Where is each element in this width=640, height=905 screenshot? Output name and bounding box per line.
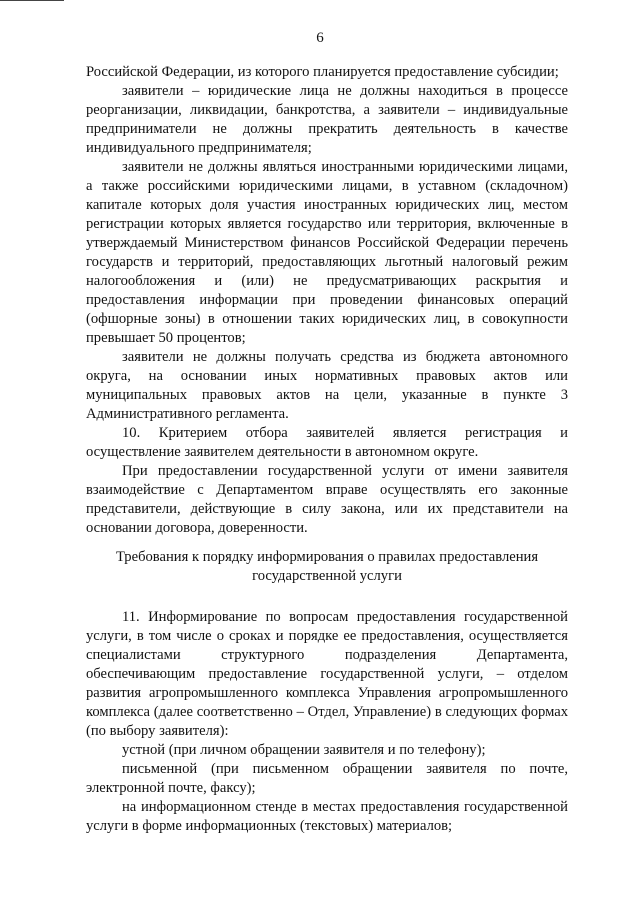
section-heading-line-2: государственной услуги [252, 568, 402, 584]
paragraph-subsidy-source: Российской Федерации, из которого планируется предоставление субсидии; [86, 64, 559, 80]
document-body [86, 63, 568, 836]
paragraph-representatives: При предоставлении государственной услуги от имени заявителя взаимодействие с Департаментом вправе осуществлять его законные представители, действующие в силу закона, или их представители на основании договора, доверенности. [86, 463, 568, 536]
section-heading-line-1: Требования к порядку информирования о правилах предоставления [115, 549, 539, 565]
paragraph-budget-funds: заявители не должны получать средства из бюджета автономного округа, на основании иных нормативных правовых актов или муниципальных правовых актов на цели, указанные в пункте 3 Административного регламента. [86, 349, 568, 422]
paragraph-informing: 11. Информирование по вопросам предоставления государственной услуги, в том числе о сроках и порядке ее предоставления, осуществляется специалистами структурного подразделения Департамента, обеспечивающим предоставление государственной услуги, – отделом развития агропромышленного комплекса Управления агропромышленного комплекса (далее соответственно – Отдел, Управление) в следующих формах (по выбору заявителя): [86, 609, 568, 739]
paragraph-selection-criterion: 10. Критерием отбора заявителей является регистрация и осуществление заявителем деятельности в автономном округе. [86, 425, 568, 460]
top-rule [0, 0, 64, 1]
paragraph-reorganization: заявители – юридические лица не должны находиться в процессе реорганизации, ликвидации, банкротства, а заявители – индивидуальные предприниматели не должны прекратить деятельность в качестве индивидуального предпринимателя; [86, 83, 568, 156]
paragraph-written-form: письменной (при письменном обращении заявителя по почте, электронной почте, факсу); [86, 761, 568, 796]
section-heading [106, 548, 548, 586]
paragraph-oral-form: устной (при личном обращении заявителя и по телефону); [122, 742, 486, 758]
paragraph-info-stand: на информационном стенде в местах предоставления государственной услуги в форме информационных (текстовых) материалов; [86, 799, 568, 834]
page-number: 6 [316, 30, 324, 46]
paragraph-foreign-entities: заявители не должны являться иностранными юридическими лицами, а также российскими юридическими лицами, в уставном (складочном) капитале которых доля участия иностранных юридических лиц, местом регистрации которых является государство или территория, включенные в утверждаемый Министерством финансов Российской Федерации перечень государств и территорий, предоставляющих льготный налоговый режим налогообложения и (или) не предусматривающих раскрытия и предоставления информации при проведении финансовых операций (офшорные зоны) в отношении таких юридических лиц, в совокупности превышает 50 процентов; [86, 159, 568, 346]
